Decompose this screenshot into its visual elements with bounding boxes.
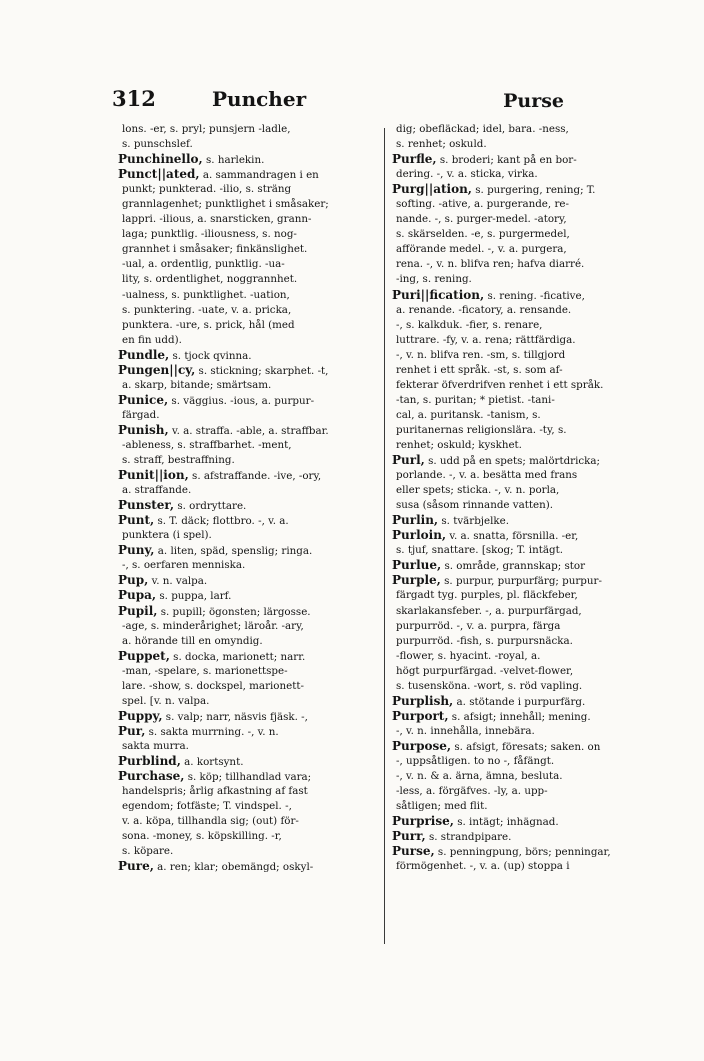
text-line: färgadt tyg. purples, pl. fläckfeber, bbox=[396, 589, 578, 602]
text-line: Punice, s. väggius. -ious, a. purpur- bbox=[118, 392, 315, 407]
text-line: -, v. n. blifva ren. -sm, s. tillgjord bbox=[396, 348, 566, 361]
text-line: såtligen; med flit. bbox=[396, 800, 488, 813]
text-line: sakta murra. bbox=[122, 739, 189, 752]
text-line: Purl, s. udd på en spets; malörtdricka; bbox=[392, 453, 601, 468]
text-line: punktera. -ure, s. prick, hål (med bbox=[122, 318, 295, 331]
text-line: nande. -, s. purger-medel. -atory, bbox=[396, 213, 567, 226]
text-line: -, v. n. innehålla, innebära. bbox=[396, 724, 535, 737]
text-line: Puny, a. liten, späd, spenslig; ringa. bbox=[118, 543, 313, 558]
text-line: handelspris; årlig afkastning af fast bbox=[122, 785, 308, 798]
text-line: s. straff, bestraffning. bbox=[122, 454, 235, 467]
text-line: Punster, s. ordryttare. bbox=[118, 498, 247, 513]
text-line: Punt, s. T. däck; flottbro. -, v. a. bbox=[118, 513, 289, 528]
text-line: Puri||fication, s. rening. -ficative, bbox=[392, 287, 585, 302]
text-line: -man, -spelare, s. marionettspe- bbox=[122, 664, 288, 677]
text-line: Pungen||cy, s. stickning; skarphet. -t, bbox=[118, 362, 329, 377]
text-line: s. tusensköna. -wort, s. röd vapling. bbox=[396, 679, 583, 692]
text-line: a. straffande. bbox=[122, 484, 192, 497]
text-line: Pup, v. n. valpa. bbox=[118, 573, 208, 588]
text-line: egendom; fotfäste; T. vindspel. -, bbox=[122, 800, 292, 813]
text-line: en fin udd). bbox=[122, 333, 182, 346]
text-line: grannhet i småsaker; finkänslighet. bbox=[122, 243, 308, 256]
text-line: afförande medel. -, v. a. purgera, bbox=[396, 243, 567, 256]
text-line: -age, s. minderårighet; läroår. -ary, bbox=[122, 619, 304, 632]
text-line: -ual, a. ordentlig, punktlig. -ua- bbox=[122, 258, 285, 271]
text-line: Purse, s. penningpung, börs; penningar, bbox=[392, 844, 611, 859]
text-line: Purloin, v. a. snatta, försnilla. -er, bbox=[392, 528, 579, 543]
text-line: Punit||ion, s. afstraffande. -ive, -ory, bbox=[118, 468, 322, 483]
text-line: skarlakansfeber. -, a. purpurfärgad, bbox=[396, 604, 582, 617]
text-line: s. tjuf, snattare. [skog; T. intägt. bbox=[396, 544, 563, 557]
text-line: -, v. n. & a. ärna, ämna, besluta. bbox=[396, 770, 563, 783]
text-line: Pundle, s. tjock qvinna. bbox=[118, 347, 252, 362]
text-line: lappri. -ilious, a. snarsticken, grann- bbox=[122, 213, 312, 226]
text-line: v. a. köpa, tillhandla sig; (out) för- bbox=[122, 815, 299, 828]
text-line: softing. -ative, a. purgerande, re- bbox=[396, 198, 569, 211]
text-line: punktera (i spel). bbox=[122, 529, 212, 542]
text-line: s. köpare. bbox=[122, 845, 174, 858]
text-line: puritanernas religionslära. -ty, s. bbox=[396, 423, 567, 436]
text-line: spel. [v. n. valpa. bbox=[122, 694, 210, 707]
text-line: purpurröd. -, v. a. purpra, färga bbox=[396, 619, 561, 632]
text-line: rena. -, v. n. blifva ren; hafva diarré. bbox=[396, 258, 585, 271]
text-line: a. hörande till en omyndig. bbox=[122, 634, 263, 647]
text-line: Purlue, s. område, grannskap; stor bbox=[392, 558, 585, 573]
text-line: Punchinello, s. harlekin. bbox=[118, 152, 265, 167]
text-line: a. renande. -ficatory, a. rensande. bbox=[396, 303, 572, 316]
text-line: Punct||ated, a. sammandragen i en bbox=[118, 167, 319, 182]
text-line: -, uppsåtligen. to no -, fåfängt. bbox=[396, 754, 555, 767]
text-line: Puppet, s. docka, marionett; narr. bbox=[118, 648, 306, 663]
text-line: renhet i ett språk. -st, s. som af- bbox=[396, 363, 563, 376]
text-line: Purple, s. purpur, purpurfärg; purpur- bbox=[392, 573, 602, 588]
text-line: Pure, a. ren; klar; obemängd; oskyl- bbox=[118, 859, 314, 874]
page-number: 312 bbox=[112, 86, 156, 111]
text-line: Purprise, s. intägt; inhägnad. bbox=[392, 814, 559, 829]
text-line: -tan, s. puritan; * pietist. -tani- bbox=[396, 393, 555, 406]
text-line: -less, a. förgäfves. -ly, a. upp- bbox=[396, 785, 548, 798]
text-line: Pupil, s. pupill; ögonsten; lärgosse. bbox=[118, 603, 311, 618]
page-header bbox=[112, 86, 562, 114]
text-line: -, s. oerfaren menniska. bbox=[122, 559, 246, 572]
text-line: Punish, v. a. straffa. -able, a. straffbar. bbox=[118, 422, 329, 437]
text-line: Pur, s. sakta murrning. -, v. n. bbox=[118, 723, 279, 738]
text-line: renhet; oskuld; kyskhet. bbox=[396, 438, 522, 451]
text-line: purpurröd. -fish, s. purpursnäcka. bbox=[396, 634, 573, 647]
text-line: punkt; punkterad. -ilio, s. sträng bbox=[122, 183, 292, 196]
text-line: s. skärselden. -e, s. purgermedel, bbox=[396, 228, 570, 241]
text-line: Purfle, s. broderi; kant på en bor- bbox=[392, 152, 577, 167]
text-line: sona. -money, s. köpskilling. -r, bbox=[122, 830, 282, 843]
text-line: Purchase, s. köp; tillhandlad vara; bbox=[118, 769, 312, 784]
text-line: a. skarp, bitande; smärtsam. bbox=[122, 378, 272, 391]
text-line: dering. -, v. a. sticka, virka. bbox=[396, 168, 538, 181]
text-line: Purpose, s. afsigt, föresats; saken. on bbox=[392, 738, 601, 753]
right-guide-word: Purse bbox=[503, 90, 564, 112]
text-line: -ualness, s. punktlighet. -uation, bbox=[122, 288, 290, 301]
text-line: Purlin, s. tvärbjelke. bbox=[392, 513, 509, 528]
text-line: fekterar öfverdrifven renhet i ett språk. bbox=[396, 378, 604, 391]
text-line: -flower, s. hyacint. -royal, a. bbox=[396, 649, 541, 662]
text-line: lons. -er, s. pryl; punsjern -ladle, bbox=[122, 123, 291, 135]
text-line: laga; punktlig. -iliousness, s. nog- bbox=[122, 228, 297, 241]
text-line: cal, a. puritansk. -tanism, s. bbox=[396, 408, 541, 421]
text-line: grannlagenhet; punktlighet i småsaker; bbox=[122, 198, 329, 211]
left-guide-word: Puncher bbox=[212, 87, 307, 111]
text-line: lare. -show, s. dockspel, marionett- bbox=[122, 679, 304, 692]
text-line: lity, s. ordentlighet, noggrannhet. bbox=[122, 273, 298, 286]
text-line: Puppy, s. valp; narr, näsvis fjäsk. -, bbox=[118, 708, 308, 723]
text-line: förmögenhet. -, v. a. (up) stoppa i bbox=[396, 860, 570, 873]
right-column bbox=[392, 122, 662, 874]
text-line: Purport, s. afsigt; innehåll; mening. bbox=[392, 708, 591, 723]
text-line: högt purpurfärgad. -velvet-flower, bbox=[396, 664, 574, 677]
text-line: susa (såsom rinnande vatten). bbox=[396, 499, 554, 512]
text-line: -, s. kalkduk. -fier, s. renare, bbox=[396, 318, 543, 331]
text-line: Purblind, a. kortsynt. bbox=[118, 753, 244, 768]
text-line: Purg||ation, s. purgering, rening; T. bbox=[392, 182, 596, 197]
text-line: porlande. -, v. a. besätta med frans bbox=[396, 469, 578, 482]
text-line: s. punktering. -uate, v. a. pricka, bbox=[122, 303, 292, 316]
text-line: dig; obefläckad; idel, bara. -ness, bbox=[396, 123, 569, 135]
text-line: Purr, s. strandpipare. bbox=[392, 829, 512, 844]
text-line: färgad. bbox=[122, 408, 160, 421]
text-line: -ableness, s. straffbarhet. -ment, bbox=[122, 438, 292, 451]
text-line: luttrare. -fy, v. a. rena; rättfärdiga. bbox=[396, 333, 576, 346]
left-column bbox=[118, 122, 384, 874]
text-line: Purplish, a. stötande i purpurfärg. bbox=[392, 693, 586, 708]
text-line: eller spets; sticka. -, v. n. porla, bbox=[396, 484, 560, 497]
text-line: s. punschslef. bbox=[122, 138, 193, 151]
column-divider bbox=[384, 128, 385, 944]
text-line: Pupa, s. puppa, larf. bbox=[118, 588, 232, 603]
text-line: -ing, s. rening. bbox=[396, 273, 472, 286]
text-line: s. renhet; oskuld. bbox=[396, 138, 487, 151]
